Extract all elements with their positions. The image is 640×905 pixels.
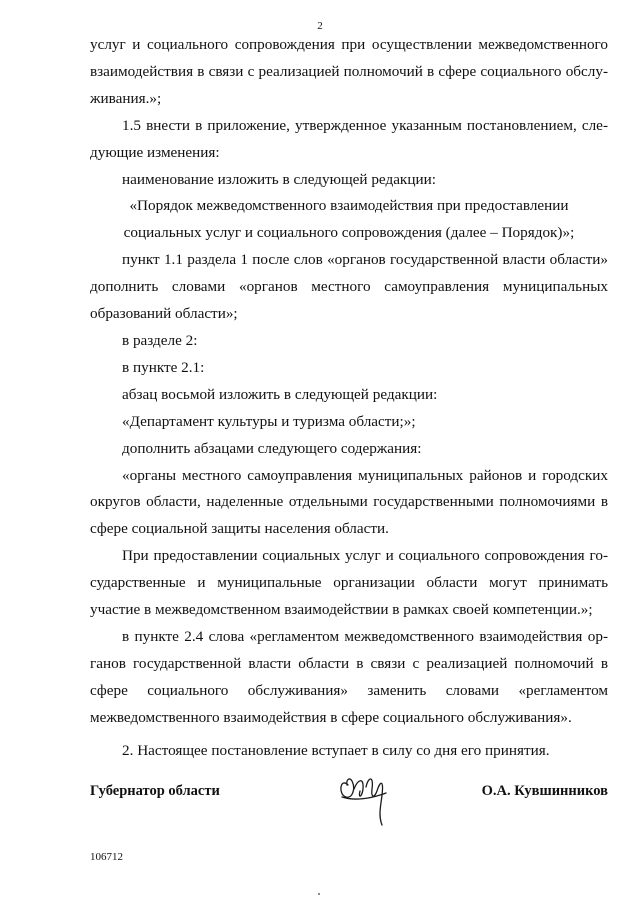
document-code: 106712 [90, 851, 123, 863]
document-body [90, 32, 608, 764]
paragraph: пункт 1.1 раздела 1 после слов «органов государственной власти области» дополнить словами «органов местного самоуправления муниципальных образований области»; [90, 251, 608, 323]
paragraph: в разделе 2: [122, 331, 198, 349]
paragraph: При предоставлении социальных услуг и социального сопровождения государственные и муниципальные организации области могут принимать участие в межведомственном взаимодействии в рамках своей компетенции.»; [90, 547, 608, 619]
paragraph: дополнить абзацами следующего содержания: [122, 439, 422, 457]
paragraph: услуг и социального сопровождения при осуществлении межведомственного взаимодействия в связи с реализацией полномочий в сфере социального обслуживания.»; [90, 36, 608, 107]
page-number: 2 [317, 20, 323, 32]
paragraph-quote: «Порядок межведомственного взаимодействия при предоставлении социальных услуг и социального сопровождения (далее – Порядок)»; [123, 197, 575, 242]
signatory-position: Губернатор области [90, 783, 220, 799]
paragraph: «органы местного самоуправления муниципальных районов и городских округов области, наделенные отдельными государственными полномочиями в сфере социальной защиты населения области. [90, 466, 608, 538]
handwritten-signature [330, 755, 400, 830]
signature-block [90, 775, 608, 815]
paragraph: в пункте 2.1: [122, 358, 205, 376]
paragraph: 1.5 внести в приложение, утвержденное указанным постановлением, следующие изменения: [90, 116, 608, 161]
paragraph: «Департамент культуры и туризма области;»; [122, 412, 416, 430]
paragraph: абзац восьмой изложить в следующей редакции: [122, 385, 438, 403]
scan-speck [318, 893, 320, 895]
paragraph: в пункте 2.4 слова «регламентом межведомственного взаимодействия органов государственной власти области в связи с реализацией полномочий в сфере социального обслуживания» заменить словами «регламентом межведомственного взаимодействия в сфере социального обслуживания». [90, 627, 608, 726]
signatory-name: О.А. Кувшинников [481, 783, 608, 799]
paragraph: 2. Настоящее постановление вступает в силу со дня его принятия. [122, 741, 550, 759]
paragraph: наименование изложить в следующей редакции: [122, 170, 436, 188]
